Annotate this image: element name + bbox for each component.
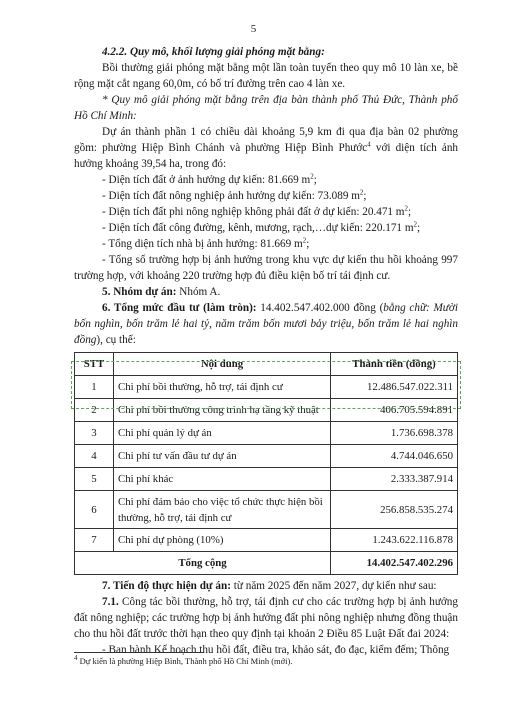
cell-stt: 2 <box>75 399 114 422</box>
cell-stt: 4 <box>75 445 114 468</box>
cell-amount: 1.736.698.378 <box>331 422 458 445</box>
amount-in-words: bằng chữ: Mười bốn nghìn, bốn trăm lẻ hai tỷ, năm trăm bốn mươi bảy triệu, bốn trăm lẻ hai nghìn đồng <box>74 302 458 346</box>
cell-amount: 256.858.535.274 <box>331 491 458 529</box>
paragraph-text: Dự án thành phần 1 có chiều dài khoảng 5,9 km đi qua địa bàn 02 phường gồm: phường Hiệp Bình Chánh và phường Hiệp Bình Phước <box>74 126 458 154</box>
section-tail: ), cụ thể: <box>96 334 136 346</box>
paragraph: - Tổng số trường hợp bị ảnh hưởng trong khu vực dự kiến thu hồi khoảng 997 trường hợp, với khoảng 220 trường hợp đủ điều kiện bố trí tái định cư. <box>74 254 458 282</box>
section-label: 7. Tiến độ thực hiện dự án: <box>102 580 231 592</box>
cell-stt: 6 <box>75 491 114 529</box>
superscript: 2 <box>359 188 364 197</box>
section-value: Nhóm A. <box>176 286 221 298</box>
table-row <box>75 491 458 529</box>
section-7 <box>74 578 458 594</box>
superscript: 2 <box>310 172 314 181</box>
cell-stt: 7 <box>75 529 114 552</box>
table-row <box>75 529 458 552</box>
paragraph <box>74 124 458 172</box>
superscript: 2 <box>404 204 408 213</box>
table-total-row <box>75 552 458 575</box>
list-item-text: - Diện tích đất phi nông nghiệp không phải đất ở dự kiến: 20.471 m <box>102 206 405 218</box>
table-row <box>75 445 458 468</box>
cell-amount: 406.705.594.891 <box>331 399 458 422</box>
footnote-marker: 4 <box>74 654 78 663</box>
column-header-stt: STT <box>75 353 114 376</box>
cell-amount: 12.486.547.022.311 <box>331 376 458 399</box>
cell-stt: 5 <box>75 468 114 491</box>
section-number: 4.2.2. <box>102 46 128 58</box>
cell-stt: 1 <box>75 376 114 399</box>
list-item <box>74 236 458 252</box>
list-item <box>74 172 458 188</box>
cell-content: Chi phí dự phòng (10%) <box>114 529 331 552</box>
paragraph: Bồi thường giải phóng mặt bằng một lần toàn tuyến theo quy mô 10 làn xe, bề rộng mặt cắt ngang 60,0m, có bố trí đường trên cao 4 làn xe. <box>74 62 458 90</box>
list-item-text: - Diện tích đất ở ảnh hưởng dự kiến: 81.669 m <box>102 174 311 186</box>
cell-amount: 4.744.046.650 <box>331 445 458 468</box>
table-row <box>75 399 458 422</box>
cell-content: Chi phí khác <box>114 468 331 491</box>
table-header-row <box>75 353 458 376</box>
list-item-text: - Diện tích đất nông nghiệp ảnh hưởng dự kiến: 73.089 m <box>102 190 360 202</box>
cell-amount: 1.243.622.116.878 <box>331 529 458 552</box>
list-item-end: ; <box>408 206 412 218</box>
cell-stt: 3 <box>75 422 114 445</box>
cost-table <box>74 352 458 575</box>
paragraph: - Ban hành Kế hoạch thu hồi đất, điều tra, khảo sát, đo đạc, kiểm đếm; Thông <box>102 644 450 656</box>
list-item-end: ; <box>363 190 367 202</box>
cell-content: Chi phí tư vấn đầu tư dự án <box>114 445 331 468</box>
list-item-end: ; <box>417 222 421 234</box>
table-row <box>75 422 458 445</box>
paragraph-7-1 <box>74 594 458 642</box>
section-5 <box>74 284 458 300</box>
paragraph-text: Công tác bồi thường, hỗ trợ, tái định cư cho các trường hợp bị ảnh hưởng đất nông nghiệp; các trường hợp bị ảnh hưởng đất phi nông nghiệp nhưng đồng thuận cho thu hồi đất trước thời hạn theo quy định tại khoản 2 Điều 85 Luật Đất đai 2024: <box>74 596 458 640</box>
cell-content: Chi phí bồi thường, hỗ trợ, tái định cư <box>114 376 331 399</box>
italic-note: * Quy mô giải phóng mặt bằng trên địa bàn thành phố Thủ Đức, Thành phố Hồ Chí Minh: <box>74 94 458 122</box>
total-label: Tổng cộng <box>75 552 331 575</box>
column-header-content: Nội dung <box>114 353 331 376</box>
section-value: 14.402.547.402.000 đồng ( <box>256 302 384 314</box>
section-value: từ năm 2025 đến năm 2027, dự kiến như sau: <box>230 580 437 592</box>
list-item <box>74 188 458 204</box>
cell-amount: 2.333.387.914 <box>331 468 458 491</box>
section-label: 6. Tổng mức đầu tư (làm tròn): <box>102 302 257 314</box>
superscript: 2 <box>302 236 307 245</box>
section-label: 5. Nhóm dự án: <box>102 286 177 298</box>
subsection-number: 7.1. <box>102 596 119 608</box>
table-row <box>75 468 458 491</box>
footnote-text: Dự kiến là phường Hiệp Bình, Thành phố Hồ Chí Minh (mới). <box>77 656 293 666</box>
footnote-divider <box>74 652 204 653</box>
total-amount: 14.402.547.402.296 <box>331 552 458 575</box>
list-item <box>74 220 458 236</box>
list-item-end: ; <box>313 174 317 186</box>
list-item-text: - Diện tích đất công đường, kênh, mương, rạch,…dự kiến: 220.171 m <box>102 222 414 234</box>
list-item <box>74 204 458 220</box>
page-number: 5 <box>250 23 257 35</box>
footnote-ref: 4 <box>367 140 371 149</box>
paragraph-text: với diện tích ảnh hưởng khoảng 39,54 ha, trong đó: <box>74 142 459 170</box>
list-item-text: - Tổng diện tích nhà bị ảnh hưởng: 81.669 m <box>102 238 303 250</box>
superscript: 2 <box>413 220 418 229</box>
section-6 <box>74 300 458 348</box>
cell-content: Chi phí quản lý dự án <box>114 422 331 445</box>
cell-content: Chi phí đảm bảo cho việc tổ chức thực hiện bồi thường, hỗ trợ, tái định cư <box>114 491 331 529</box>
section-title: Quy mô, khối lượng giải phóng mặt bằng: <box>127 46 325 58</box>
list-item-end: ; <box>306 238 310 250</box>
table-row <box>75 376 458 399</box>
document-body <box>74 44 458 658</box>
section-heading-4-2-2 <box>74 44 458 60</box>
column-header-amount: Thành tiền (đồng) <box>331 353 458 376</box>
cell-content: Chi phí bồi thường công trình hạ tầng kỹ thuật <box>114 399 331 422</box>
footnote <box>74 656 458 667</box>
